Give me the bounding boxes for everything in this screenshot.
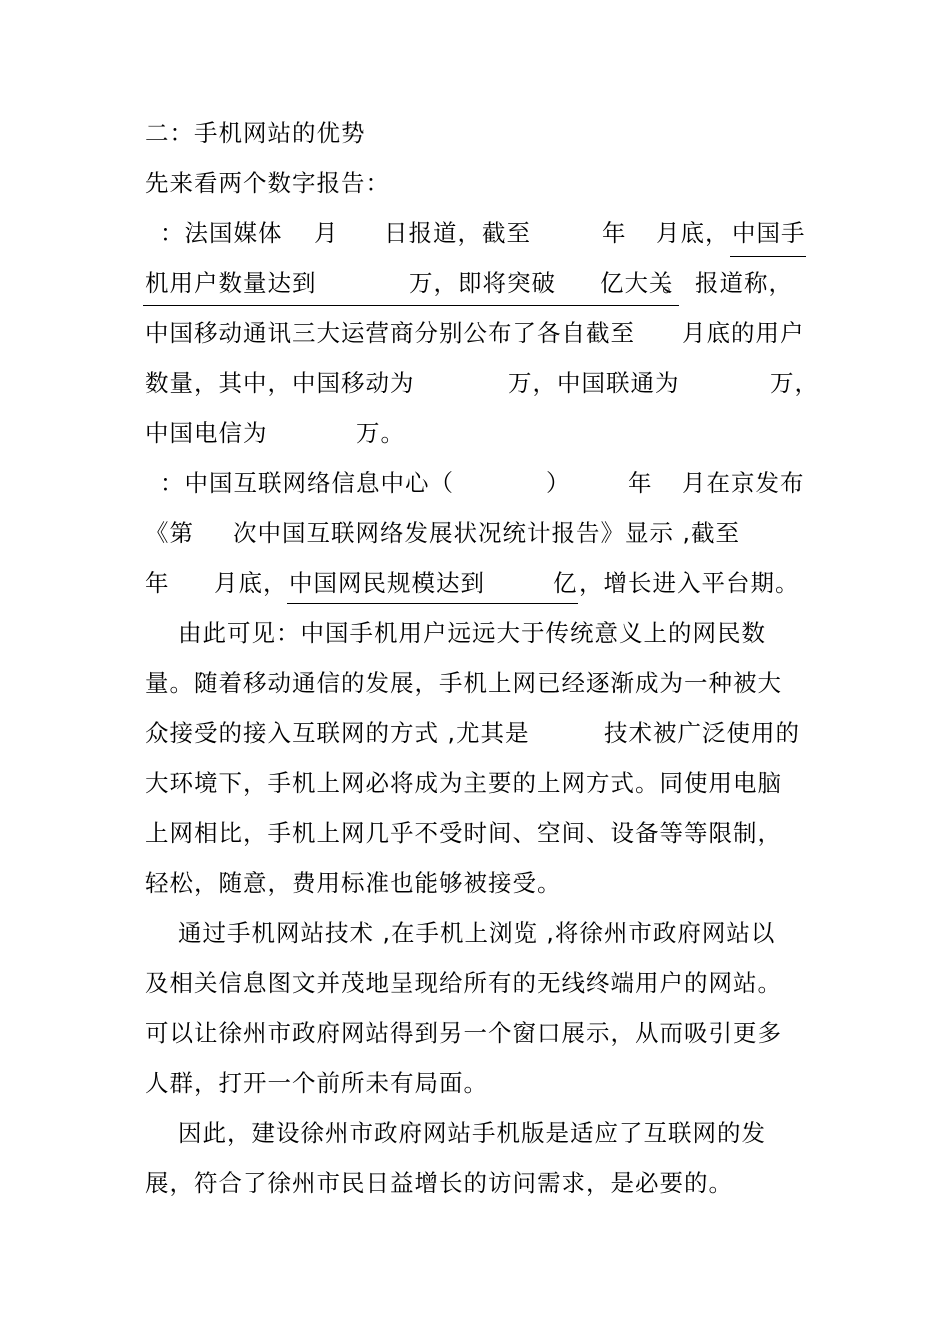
report1-line4-b: 万，中国联通为 bbox=[508, 369, 680, 397]
report2-line1-c: 年 bbox=[628, 469, 653, 497]
paragraph-line: 轻松，随意，费用标准也能够被接受。 bbox=[145, 869, 562, 897]
report1-line1-d: 年 bbox=[602, 219, 627, 247]
report1-line1-a: ：法国媒体 bbox=[160, 219, 283, 247]
report2-line3-b: 月底， bbox=[214, 569, 288, 597]
paragraph-line: 上网相比，手机上网几乎不受时间、空间、设备等等限制， bbox=[145, 819, 782, 847]
paragraph-line: 展，符合了徐州市民日益增长的访问需求，是必要的。 bbox=[145, 1169, 733, 1197]
report1-line4-a: 数量，其中，中国移动为 bbox=[145, 369, 415, 397]
report1-line2-c: 亿大关 bbox=[600, 269, 674, 297]
report2-line3-a: 年 bbox=[145, 569, 170, 597]
report2-line3-e: ，增长进入平台期。 bbox=[579, 569, 800, 597]
report2-line3-d: 亿 bbox=[553, 569, 578, 597]
paragraph-line: 可以让徐州市政府网站得到另一个窗口展示，从而吸引更多 bbox=[145, 1019, 782, 1047]
paragraph-line: 由此可见：中国手机用户远远大于传统意义上的网民数 bbox=[178, 619, 766, 647]
report1-line4-c: 万， bbox=[770, 369, 819, 397]
paragraph-line: 及相关信息图文并茂地呈现给所有的无线终端用户的网站。 bbox=[145, 969, 782, 997]
report2-line3-underlined: 中国网民规模达到 bbox=[289, 569, 485, 597]
report2-line1-b: ） bbox=[546, 469, 571, 497]
paragraph-line: 技术被广泛使用的 bbox=[604, 719, 800, 747]
paragraph-line: 众接受的接入互联网的方式 ,尤其是 bbox=[145, 719, 530, 747]
report1-line2-d: 。 报道称， bbox=[662, 269, 793, 297]
report1-line5-a: 中国电信为 bbox=[145, 419, 268, 447]
paragraph-line: 大环境下，手机上网必将成为主要的上网方式。同使用电脑 bbox=[145, 769, 782, 797]
paragraph-line: 因此，建设徐州市政府网站手机版是适应了互联网的发 bbox=[178, 1119, 766, 1147]
paragraph-line: 量。随着移动通信的发展，手机上网已经逐渐成为一种被大 bbox=[145, 669, 782, 697]
underline bbox=[143, 305, 679, 306]
report1-line3-b: 月底的用户 bbox=[682, 319, 805, 347]
report1-line1-b: 月 bbox=[314, 219, 339, 247]
section-heading: 二：手机网站的优势 bbox=[145, 119, 366, 147]
report2-line2-a: 《第 bbox=[145, 519, 194, 547]
report2-line1-a: ：中国互联网络信息中心（ bbox=[160, 469, 454, 497]
report1-line2-a: 机用户数量达到 bbox=[145, 269, 317, 297]
report1-line2-b: 万，即将突破 bbox=[409, 269, 556, 297]
report1-line1-e: 月底， bbox=[656, 219, 730, 247]
report1-line1-c: 日报道，截至 bbox=[384, 219, 531, 247]
report1-line1-underlined: 中国手 bbox=[732, 219, 806, 247]
underline bbox=[730, 256, 806, 257]
intro-line: 先来看两个数字报告： bbox=[145, 169, 390, 197]
paragraph-line: 通过手机网站技术 ,在手机上浏览 ,将徐州市政府网站以 bbox=[178, 919, 776, 947]
report1-line3-a: 中国移动通讯三大运营商分别公布了各自截至 bbox=[145, 319, 635, 347]
report2-line2-b: 次中国互联网络发展状况统计报告》显示 ,截至 bbox=[233, 519, 740, 547]
report1-line5-b: 万。 bbox=[356, 419, 405, 447]
report2-line1-d: 月在京发布 bbox=[682, 469, 805, 497]
underline bbox=[287, 603, 578, 604]
paragraph-line: 人群，打开一个前所未有局面。 bbox=[145, 1069, 488, 1097]
